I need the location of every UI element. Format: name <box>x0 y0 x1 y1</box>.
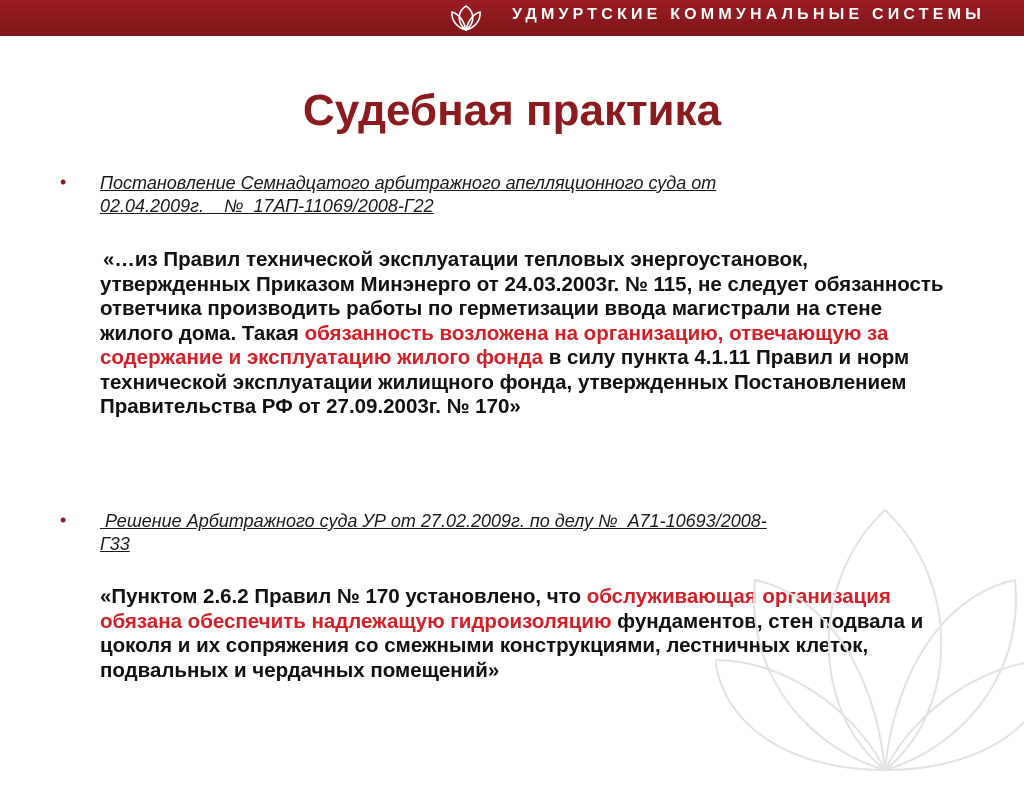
lotus-logo-icon <box>448 3 484 33</box>
quote-text: в силу пункта 4.1.11 Правил и норм технической эксплуатации жилищного фонда, утвержденных Постановлением Правительства РФ от 27.09.2003г. № 170» <box>100 346 910 418</box>
header-bar <box>0 0 1024 36</box>
page-title: Судебная практика <box>302 86 722 135</box>
quote-text: «…из Правил технической эксплуатации тепловых энергоустановок, утвержденных Приказом Минэнерго от 24.03.2003г. № 115, не следует обязанность ответчика производить работы по герметизации ввода магистрали на стене жилого дома. Такая <box>100 248 944 345</box>
quote-highlight: обязанность возложена на организацию, отвечающую за содержание и эксплуатацию жилого фонда <box>100 321 889 369</box>
lotus-watermark-icon <box>715 470 1024 790</box>
reference-line: 02.04.2009г. № 17АП-11069/2008-Г22 <box>100 196 434 216</box>
bullet-marker: • <box>60 172 67 192</box>
reference-line: Решение Арбитражного суда УР от 27.02.2009г. по делу № А71-10693/2008- <box>100 511 767 531</box>
bullet-marker: • <box>60 510 67 530</box>
reference-line: Г33 <box>100 534 130 554</box>
quote-highlight: обслуживающая организация обязана обеспечить надлежащую гидроизоляцию <box>100 585 891 633</box>
court-ruling-reference[interactable] <box>100 172 900 218</box>
quote-text: фундаментов, стен подвала и цоколя и их сопряжения со смежными конструкциями, лестничных клеток, подвальных и чердачных помещений» <box>100 609 924 682</box>
ruling-quote <box>100 248 960 420</box>
company-brand: УДМУРТСКИЕ КОММУНАЛЬНЫЕ СИСТЕМЫ <box>512 6 986 23</box>
quote-text: «Пунктом 2.6.2 Правил № 170 установлено, что <box>100 585 587 608</box>
reference-line: Постановление Семнадцатого арбитражного апелляционного суда от <box>100 173 717 193</box>
